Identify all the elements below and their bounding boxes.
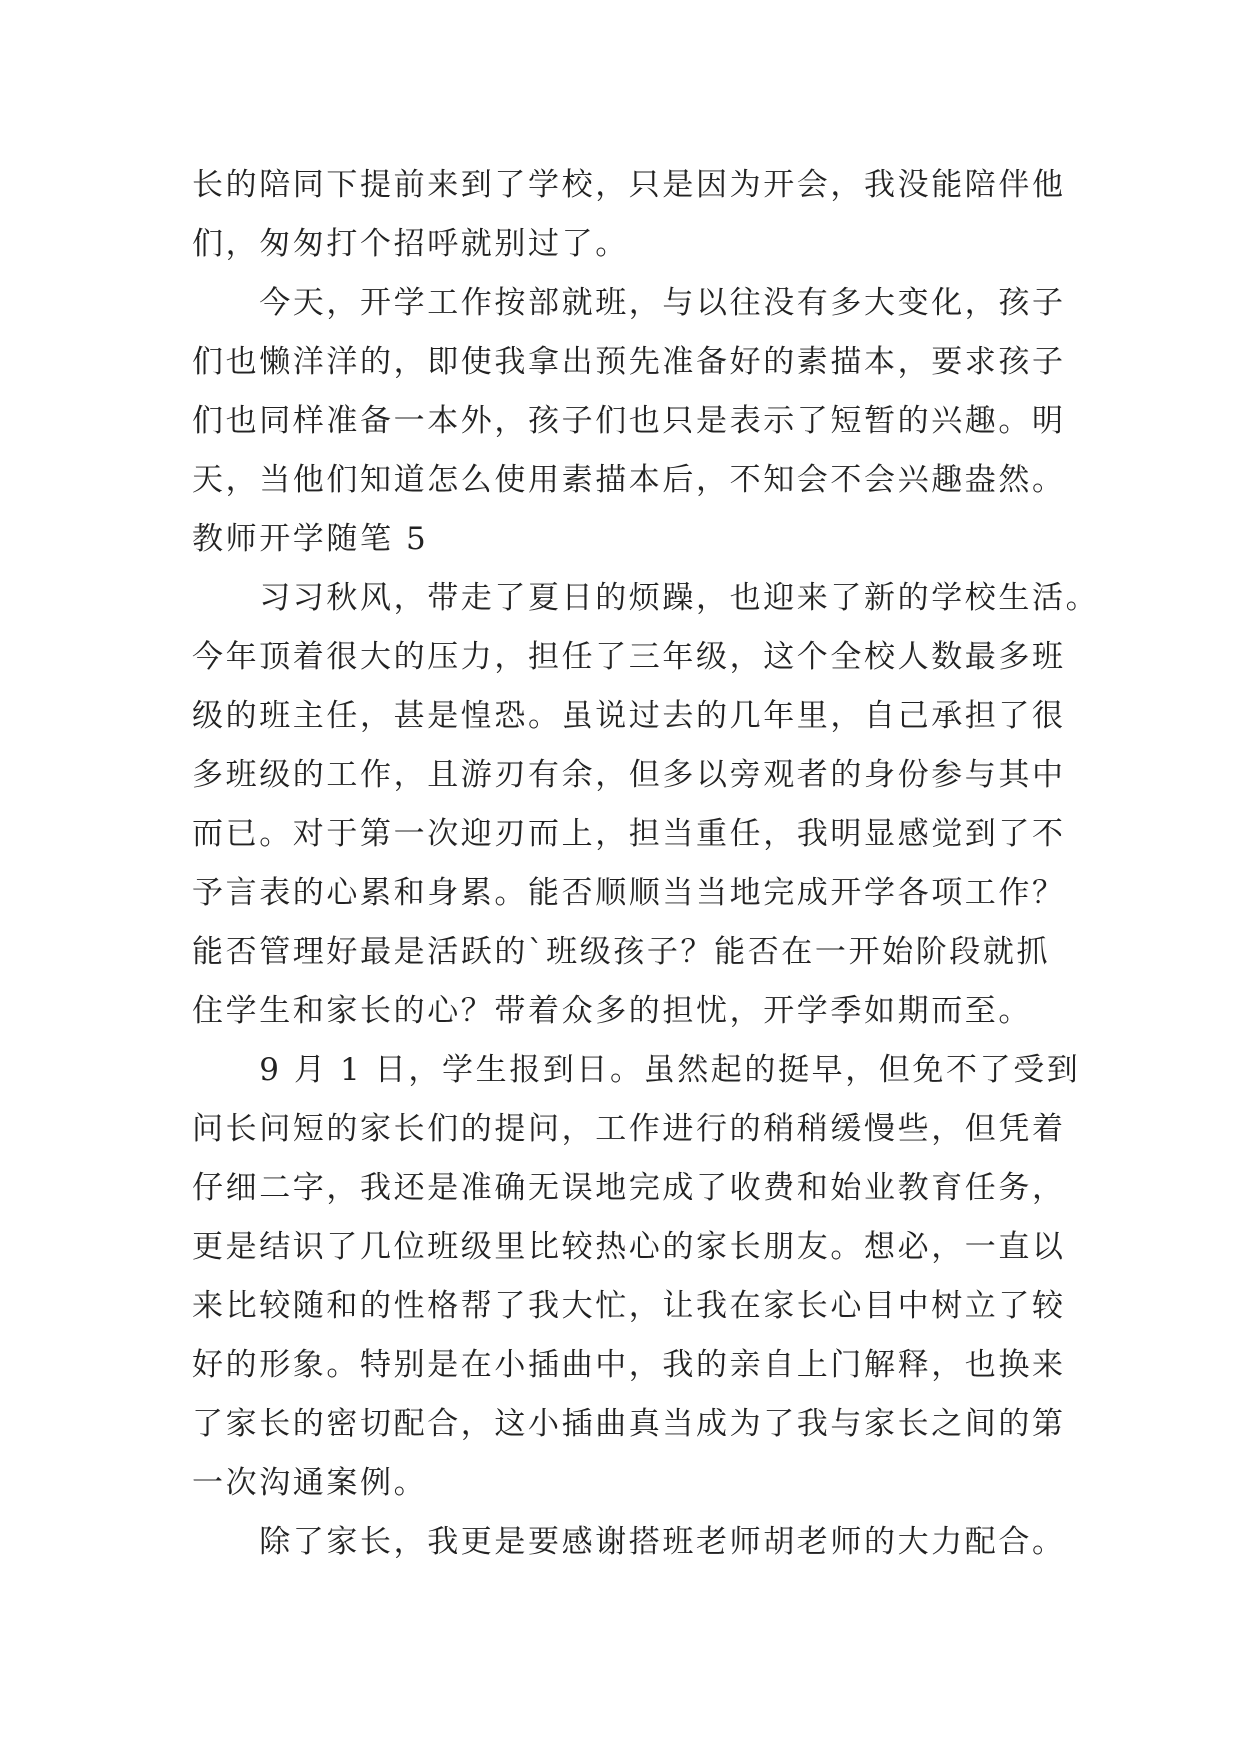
text-line: 仔细二字，我还是准确无误地完成了收费和始业教育任务， xyxy=(192,1170,1066,1206)
text-line: 今天，开学工作按部就班，与以往没有多大变化，孩子 xyxy=(192,285,1066,321)
text-line: 今年顶着很大的压力，担任了三年级，这个全校人数最多班 xyxy=(192,639,1066,675)
text-line: 级的班主任，甚是惶恐。虽说过去的几年里，自己承担了很 xyxy=(192,698,1066,734)
text-line: 天，当他们知道怎么使用素描本后，不知会不会兴趣盎然。 xyxy=(192,462,1066,498)
text-line: 长的陪同下提前来到了学校，只是因为开会，我没能陪伴他 xyxy=(192,167,1066,203)
section-heading: 教师开学随笔 5 xyxy=(192,521,429,557)
text-line: 们，匆匆打个招呼就别过了。 xyxy=(192,226,629,262)
text-line: 更是结识了几位班级里比较热心的家长朋友。想必，一直以 xyxy=(192,1229,1066,1265)
text-line: 们也懒洋洋的，即使我拿出预先准备好的素描本，要求孩子 xyxy=(192,344,1066,380)
text-line: 们也同样准备一本外，孩子们也只是表示了短暂的兴趣。明 xyxy=(192,403,1066,439)
text-line: 好的形象。特别是在小插曲中，我的亲自上门解释，也换来 xyxy=(192,1347,1066,1383)
text-line: 问长问短的家长们的提问，工作进行的稍稍缓慢些，但凭着 xyxy=(192,1111,1066,1147)
text-line: 了家长的密切配合，这小插曲真当成为了我与家长之间的第 xyxy=(192,1406,1066,1442)
text-line: 予言表的心累和身累。能否顺顺当当地完成开学各项工作？ xyxy=(192,875,1066,911)
text-line: 习习秋风，带走了夏日的烦躁，也迎来了新的学校生活。 xyxy=(192,580,1100,616)
document-body xyxy=(192,156,1100,1572)
text-line: 9 月 1 日，学生报到日。虽然起的挺早，但免不了受到 xyxy=(192,1052,1081,1088)
text-line: 能否管理好最是活跃的`班级孩子？能否在一开始阶段就抓 xyxy=(192,934,1051,970)
text-line: 来比较随和的性格帮了我大忙，让我在家长心目中树立了较 xyxy=(192,1288,1066,1324)
text-line: 而已。对于第一次迎刃而上，担当重任，我明显感觉到了不 xyxy=(192,816,1066,852)
text-line: 多班级的工作，且游刃有余，但多以旁观者的身份参与其中 xyxy=(192,757,1066,793)
text-line: 住学生和家长的心？带着众多的担忧，开学季如期而至。 xyxy=(192,993,1032,1029)
text-line: 除了家长，我更是要感谢搭班老师胡老师的大力配合。 xyxy=(192,1524,1066,1560)
text-line: 一次沟通案例。 xyxy=(192,1465,428,1501)
